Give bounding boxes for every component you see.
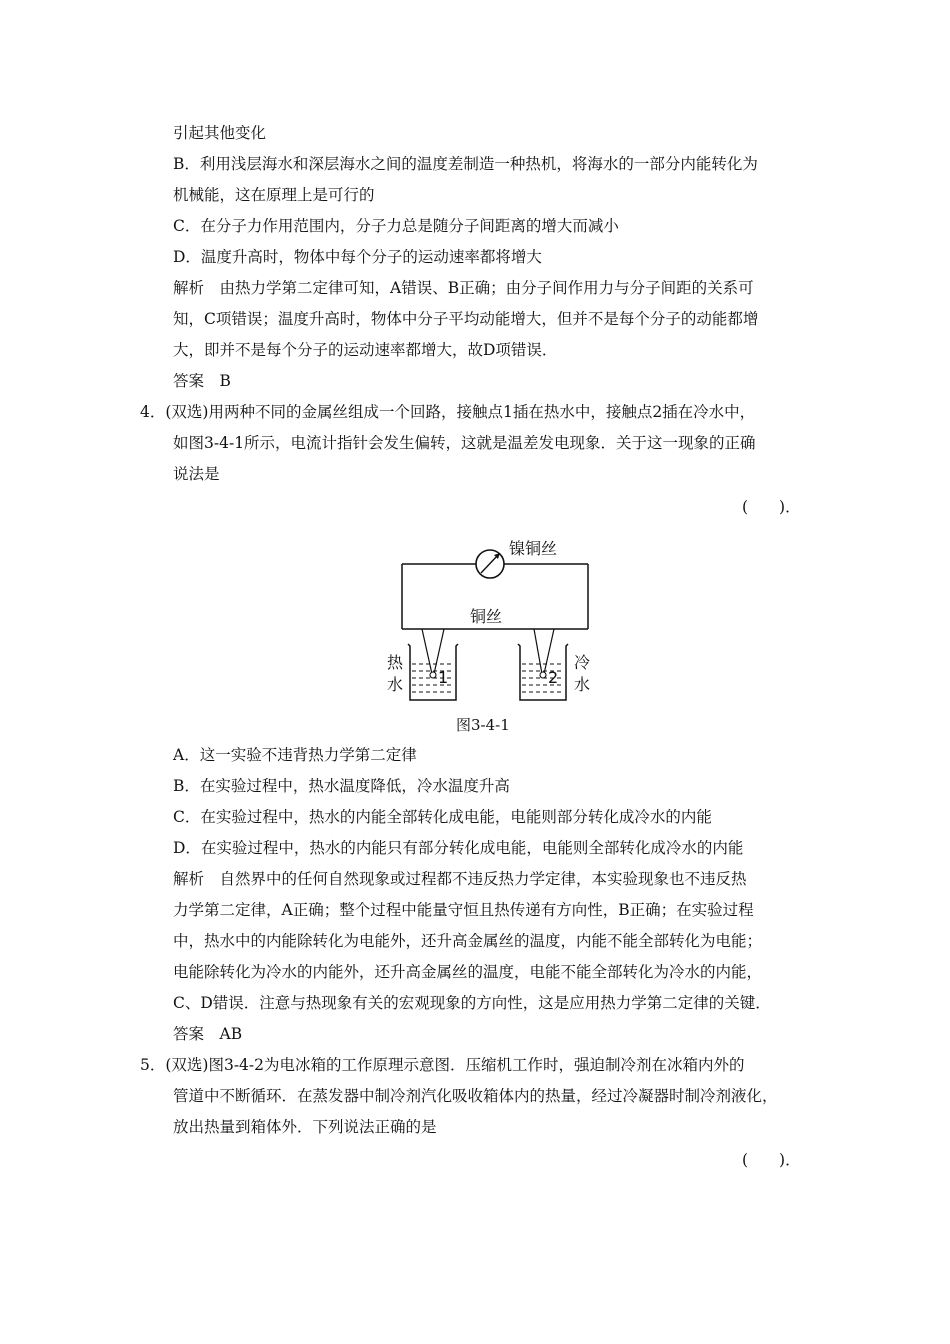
hot-water-beaker bbox=[408, 629, 458, 700]
analysis-line3: 大，即并不是每个分子的运动速率都增大，故D项错误． bbox=[173, 341, 558, 359]
q5-stem-line1: 5．(双选)图3-4-2为电冰箱的工作原理示意图．压缩机工作时，强迫制冷剂在冰箱内外的 bbox=[140, 1056, 745, 1074]
q4-stem-line2: 如图3-4-1所示，电流计指针会发生偏转，这就是温差发电现象．关于这一现象的正确 bbox=[173, 434, 756, 452]
label-nickel-copper-wire: 镍铜丝 bbox=[509, 539, 558, 558]
answer: 答案 B bbox=[173, 372, 231, 390]
q4-option-b: B．在实验过程中，热水温度降低，冷水温度升高 bbox=[173, 777, 510, 795]
q4-answer: 答案 AB bbox=[173, 1025, 243, 1043]
q4-analysis-line5: C、D错误．注意与热现象有关的宏观现象的方向性，这是应用热力学第二定律的关键． bbox=[173, 994, 771, 1012]
galvanometer-icon bbox=[476, 550, 504, 578]
q4-option-d: D．在实验过程中，热水的内能只有部分转化成电能，电能则全部转化成冷水的内能 bbox=[173, 839, 744, 857]
q4-analysis-line4: 电能除转化为冷水的内能外，还升高金属丝的温度，电能不能全部转化为冷水的内能， bbox=[173, 963, 763, 981]
q4-stem-line3: 说法是 bbox=[173, 465, 220, 483]
option-c: C．在分子力作用范围内，分子力总是随分子间距离的增大而减小 bbox=[173, 217, 619, 235]
thermocouple-figure bbox=[382, 534, 602, 706]
option-b-line1: B．利用浅层海水和深层海水之间的温度差制造一种热机，将海水的一部分内能转化为 bbox=[173, 155, 758, 173]
contact-point-1: 1 bbox=[438, 668, 449, 687]
label-hot-1: 热 bbox=[387, 653, 404, 672]
option-d: D．温度升高时，物体中每个分子的运动速率都将增大 bbox=[173, 248, 542, 266]
q4-analysis-line3: 中，热水中的内能除转化为电能外，还升高金属丝的温度，内能不能全部转化为电能； bbox=[173, 932, 763, 950]
analysis-line2: 知，C项错误；温度升高时，物体中分子平均动能增大，但并不是每个分子的动能都增 bbox=[173, 310, 759, 328]
cold-water-beaker bbox=[518, 629, 568, 700]
contact-point-2: 2 bbox=[548, 668, 559, 687]
label-hot-2: 水 bbox=[387, 675, 404, 694]
answer-blank: ( )． bbox=[742, 498, 801, 516]
q4-stem-line1: 4．(双选)用两种不同的金属丝组成一个回路，接触点1插在热水中，接触点2插在冷水中， bbox=[140, 403, 756, 421]
q4-option-a: A．这一实验不违背热力学第二定律 bbox=[173, 746, 417, 764]
label-copper-wire: 铜丝 bbox=[470, 607, 503, 626]
q5-stem-line3: 放出热量到箱体外．下列说法正确的是 bbox=[173, 1118, 437, 1136]
q4-analysis-line1: 解析 自然界中的任何自然现象或过程都不违反热力学定律，本实验现象也不违反热 bbox=[173, 870, 747, 888]
q4-option-c: C．在实验过程中，热水的内能全部转化成电能，电能则部分转化成冷水的内能 bbox=[173, 808, 712, 826]
q5-answer-blank: ( )． bbox=[742, 1151, 801, 1169]
figure-caption: 图3-4-1 bbox=[456, 716, 510, 734]
label-cold-2: 水 bbox=[574, 675, 591, 694]
text-line: 引起其他变化 bbox=[173, 124, 267, 142]
analysis-line1: 解析 由热力学第二定律可知，A错误、B正确；由分子间作用力与分子间距的关系可 bbox=[173, 279, 754, 297]
label-cold-1: 冷 bbox=[574, 653, 591, 672]
q5-stem-line2: 管道中不断循环．在蒸发器中制冷剂汽化吸收箱体内的热量，经过冷凝器时制冷剂液化， bbox=[173, 1087, 778, 1105]
q4-analysis-line2: 力学第二定律，A正确；整个过程中能量守恒且热传递有方向性，B正确；在实验过程 bbox=[173, 901, 754, 919]
option-b-line2: 机械能，这在原理上是可行的 bbox=[173, 186, 375, 204]
